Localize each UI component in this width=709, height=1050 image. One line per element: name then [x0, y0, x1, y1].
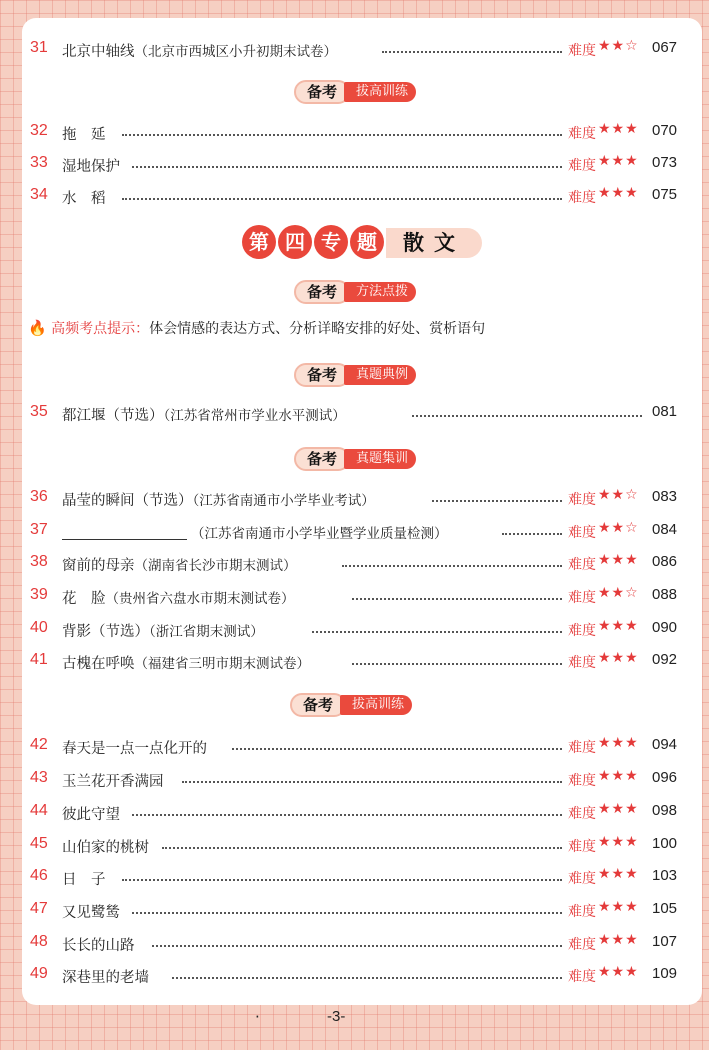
difficulty-stars: ★★★: [598, 650, 639, 666]
difficulty-stars: ★★★: [598, 834, 639, 850]
difficulty-stars: ★★★: [598, 801, 639, 817]
difficulty-stars: ★★★: [598, 153, 639, 169]
difficulty-label: 难度: [568, 937, 596, 953]
entry-page: 094: [652, 736, 678, 753]
difficulty-stars: ★★★: [598, 866, 639, 882]
dot-leader: [152, 945, 562, 947]
page-number: -3-: [327, 1008, 346, 1025]
topic-header: [242, 225, 465, 261]
difficulty-label: 难度: [568, 126, 596, 142]
entry-page: 092: [652, 651, 678, 668]
entry-title-text: 彼此守望: [62, 807, 120, 823]
entry-title: [62, 652, 316, 673]
section-tag: 方法点拨: [344, 282, 416, 302]
entry-title-text: 花 脸: [62, 591, 106, 607]
difficulty-stars: ★★☆: [598, 487, 639, 503]
difficulty-stars: ★★★: [598, 618, 639, 634]
hint-text: 体会情感的表达方式、分析详略安排的好处、赏析语句: [149, 321, 486, 337]
entry-page: 100: [652, 835, 678, 852]
toc-entry[interactable]: [22, 799, 702, 825]
entry-page: 088: [652, 586, 678, 603]
entry-title-text: 背影（节选）: [62, 624, 149, 640]
entry-title-text: 长长的山路: [62, 938, 135, 954]
entry-title: [62, 901, 126, 922]
entry-title: [62, 404, 352, 425]
entry-page: 070: [652, 122, 678, 139]
dot-leader: [132, 912, 562, 914]
topic-char: 题: [350, 225, 384, 259]
difficulty-label: 难度: [568, 773, 596, 789]
entry-title-text: 晶莹的瞬间（节选）: [62, 493, 193, 509]
toc-entry[interactable]: [22, 550, 702, 576]
difficulty-label: 难度: [568, 190, 596, 206]
entry-source: （浙江省期末测试）: [149, 624, 264, 640]
entry-number: 38: [30, 553, 48, 570]
toc-entry[interactable]: [22, 119, 702, 145]
section-badge: 备考: [294, 80, 350, 104]
topic-char: 第: [242, 225, 276, 259]
entry-title: [62, 770, 170, 791]
toc-entry[interactable]: [22, 616, 702, 642]
entry-page: 084: [652, 521, 678, 538]
entry-title-text: 湿地保护: [62, 159, 120, 175]
entry-page: 081: [652, 403, 678, 420]
entry-title: [62, 803, 126, 824]
entry-title: [62, 187, 112, 208]
difficulty-label: 难度: [568, 904, 596, 920]
difficulty-label: 难度: [568, 871, 596, 887]
difficulty-stars: ★★★: [598, 552, 639, 568]
entry-number: 39: [30, 586, 48, 603]
entry-title: [62, 522, 454, 542]
entry-title: [62, 489, 381, 510]
difficulty-label: 难度: [568, 740, 596, 756]
dot-leader: [312, 631, 562, 633]
topic-char: 专: [314, 225, 348, 259]
section-tag: 真题集训: [344, 449, 416, 469]
entry-source: （江苏省南通市小学毕业考试）: [192, 493, 375, 509]
entry-number: 44: [30, 802, 48, 819]
entry-number: 31: [30, 39, 48, 56]
toc-entry[interactable]: [22, 962, 702, 988]
dot-leader: [162, 847, 562, 849]
toc-entry[interactable]: [22, 766, 702, 792]
difficulty-stars: ★★★: [598, 185, 639, 201]
entry-title: [62, 40, 343, 61]
entry-number: 42: [30, 736, 48, 753]
section-tag: 拔高训练: [344, 82, 416, 102]
dot-leader: [342, 565, 562, 567]
entry-number: 46: [30, 867, 48, 884]
entry-title-text: 古槐在呼唤: [62, 656, 135, 672]
entry-number: 33: [30, 154, 48, 171]
entry-page: 103: [652, 867, 678, 884]
entry-title: [62, 620, 270, 641]
toc-entry[interactable]: [22, 151, 702, 177]
difficulty-label: 难度: [568, 43, 596, 59]
flame-icon: 🔥: [28, 319, 47, 337]
toc-entry[interactable]: [22, 897, 702, 923]
entry-page: 090: [652, 619, 678, 636]
dot-leader: [132, 166, 562, 168]
dot-leader: [382, 51, 562, 53]
toc-entry[interactable]: [22, 864, 702, 890]
entry-page: 075: [652, 186, 678, 203]
hint-line: [28, 318, 485, 338]
entry-page: 109: [652, 965, 678, 982]
dot-leader: [412, 415, 642, 417]
content-card: [22, 18, 702, 1005]
difficulty-label: 难度: [568, 839, 596, 855]
entry-number: 32: [30, 122, 48, 139]
entry-title-text: 都江堰（节选）: [62, 408, 164, 424]
hint-label: 高频考点提示：: [51, 321, 150, 337]
dot-leader: [172, 977, 562, 979]
dot-leader: [122, 134, 562, 136]
entry-title-text: 水 稻: [62, 191, 106, 207]
dot-leader: [432, 500, 562, 502]
entry-page: 083: [652, 488, 678, 505]
dot-leader: [182, 781, 562, 783]
toc-entry[interactable]: [22, 518, 702, 544]
entry-number: 43: [30, 769, 48, 786]
entry-number: 37: [30, 521, 48, 538]
toc-entry[interactable]: [22, 930, 702, 956]
entry-source: （福建省三明市期末测试卷）: [134, 656, 310, 672]
difficulty-label: 难度: [568, 158, 596, 174]
difficulty-stars: ★★☆: [598, 520, 639, 536]
toc-entry[interactable]: [22, 733, 702, 759]
entry-title: [62, 123, 112, 144]
difficulty-stars: ★★★: [598, 932, 639, 948]
entry-number: 35: [30, 403, 48, 420]
entry-title-text: 北京中轴线: [62, 44, 135, 60]
entry-title: [62, 587, 301, 608]
difficulty-stars: ★★★: [598, 964, 639, 980]
topic-char: 四: [278, 225, 312, 259]
entry-number: 45: [30, 835, 48, 852]
dot-leader: [132, 814, 562, 816]
dot-leader: [502, 533, 562, 535]
difficulty-label: 难度: [568, 969, 596, 985]
difficulty-label: 难度: [568, 655, 596, 671]
difficulty-label: 难度: [568, 590, 596, 606]
section-tag: 真题典例: [344, 365, 416, 385]
dot-leader: [352, 598, 562, 600]
entry-title: [62, 554, 303, 575]
entry-number: 47: [30, 900, 48, 917]
entry-source: （贵州省六盘水市期末测试卷）: [105, 591, 295, 607]
entry-page: 107: [652, 933, 678, 950]
entry-title: [62, 868, 112, 889]
dot-leader: [122, 879, 562, 881]
footer-dot: ·: [255, 1008, 260, 1026]
section-badge: 备考: [290, 693, 346, 717]
entry-page: 096: [652, 769, 678, 786]
entry-title-text: 深巷里的老墙: [62, 970, 149, 986]
entry-page: 086: [652, 553, 678, 570]
entry-source: （江苏省南通市小学毕业暨学业质量检测）: [191, 526, 448, 542]
entry-title: [62, 934, 141, 955]
toc-entry[interactable]: [22, 832, 702, 858]
difficulty-label: 难度: [568, 525, 596, 541]
toc-entry[interactable]: [22, 36, 702, 62]
difficulty-stars: ★★★: [598, 121, 639, 137]
entry-page: 105: [652, 900, 678, 917]
toc-entry[interactable]: [22, 400, 702, 426]
entry-number: 34: [30, 186, 48, 203]
section-tag: 拔高训练: [340, 695, 412, 715]
entry-page: 098: [652, 802, 678, 819]
dot-leader: [352, 663, 562, 665]
section-badge: 备考: [294, 280, 350, 304]
difficulty-stars: ★★★: [598, 735, 639, 751]
difficulty-label: 难度: [568, 806, 596, 822]
entry-number: 49: [30, 965, 48, 982]
toc-entry[interactable]: [22, 648, 702, 674]
entry-number: 36: [30, 488, 48, 505]
toc-entry[interactable]: [22, 183, 702, 209]
topic-name: 散文: [386, 228, 482, 258]
difficulty-stars: ★★☆: [598, 38, 639, 54]
difficulty-label: 难度: [568, 492, 596, 508]
entry-title: [62, 155, 126, 176]
difficulty-stars: ★★☆: [598, 585, 639, 601]
section-badge: 备考: [294, 447, 350, 471]
dot-leader: [232, 748, 562, 750]
section-badge: 备考: [294, 363, 350, 387]
entry-number: 48: [30, 933, 48, 950]
toc-entry[interactable]: [22, 583, 702, 609]
entry-title-text: 又见鹭鸶: [62, 905, 120, 921]
entry-source: （北京市西城区小升初期末试卷）: [134, 44, 337, 60]
entry-title-text: 春天是一点一点化开的: [62, 741, 207, 757]
entry-source: （湖南省长沙市期末测试）: [134, 558, 297, 574]
entry-title-text: 玉兰花开香满园: [62, 774, 164, 790]
difficulty-stars: ★★★: [598, 899, 639, 915]
difficulty-stars: ★★★: [598, 768, 639, 784]
entry-title-text: 日 子: [62, 872, 106, 888]
entry-title: [62, 966, 155, 987]
entry-page: 073: [652, 154, 678, 171]
difficulty-label: 难度: [568, 623, 596, 639]
entry-title-text: 拖 延: [62, 127, 106, 143]
toc-entry[interactable]: [22, 485, 702, 511]
entry-number: 40: [30, 619, 48, 636]
entry-title-text: 窗前的母亲: [62, 558, 135, 574]
entry-source: （江苏省常州市学业水平测试）: [163, 408, 346, 424]
entry-page: 067: [652, 39, 678, 56]
entry-title: [62, 737, 213, 758]
entry-number: 41: [30, 651, 48, 668]
entry-title-text: 山伯家的桃树: [62, 840, 149, 856]
entry-title: [62, 836, 155, 857]
difficulty-label: 难度: [568, 557, 596, 573]
dot-leader: [122, 198, 562, 200]
title-blank: [62, 525, 187, 540]
